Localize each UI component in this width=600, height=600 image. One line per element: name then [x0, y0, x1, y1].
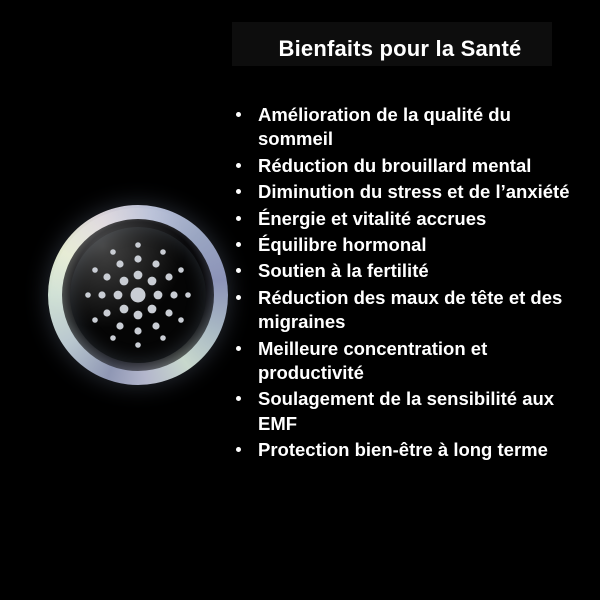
page-title: Bienfaits pour la Santé [278, 36, 522, 61]
bullet-icon [236, 346, 241, 351]
list-item-label: Soutien à la fertilité [258, 260, 429, 282]
list-item-label: Amélioration de la qualité du sommeil [258, 104, 511, 150]
list-item [228, 337, 586, 386]
bullet-icon [236, 189, 241, 194]
list-item [228, 154, 586, 178]
bullet-icon [236, 447, 241, 452]
list-item [228, 259, 586, 283]
emblem [48, 205, 228, 385]
list-item-label: Équilibre hormonal [258, 234, 427, 256]
bullet-icon [236, 268, 241, 273]
list-item [228, 387, 586, 436]
list-item [228, 286, 586, 335]
list-item [228, 103, 586, 152]
bullet-icon [236, 216, 241, 221]
bullet-icon [236, 295, 241, 300]
benefits-list [228, 103, 586, 465]
list-item-label: Énergie et vitalité accrues [258, 207, 487, 229]
list-item-label: Protection bien-être à long terme [258, 439, 548, 461]
list-item [228, 438, 586, 462]
list-item [228, 233, 586, 257]
list-item [228, 180, 586, 204]
bullet-icon [236, 163, 241, 168]
bullet-icon [236, 112, 241, 117]
bullet-icon [236, 396, 241, 401]
list-item-label: Diminution du stress et de l’anxiété [258, 181, 570, 203]
list-item-label: Soulagement de la sensibilité aux EMF [258, 388, 555, 434]
list-item-label: Réduction du brouillard mental [258, 154, 532, 176]
list-item-label: Meilleure concentration et productivité [258, 337, 488, 384]
dot-mandala-icon [70, 227, 206, 363]
list-item [228, 207, 586, 231]
list-item-label: Réduction des maux de tête et des migraines [258, 286, 563, 333]
bullet-icon [236, 242, 241, 247]
